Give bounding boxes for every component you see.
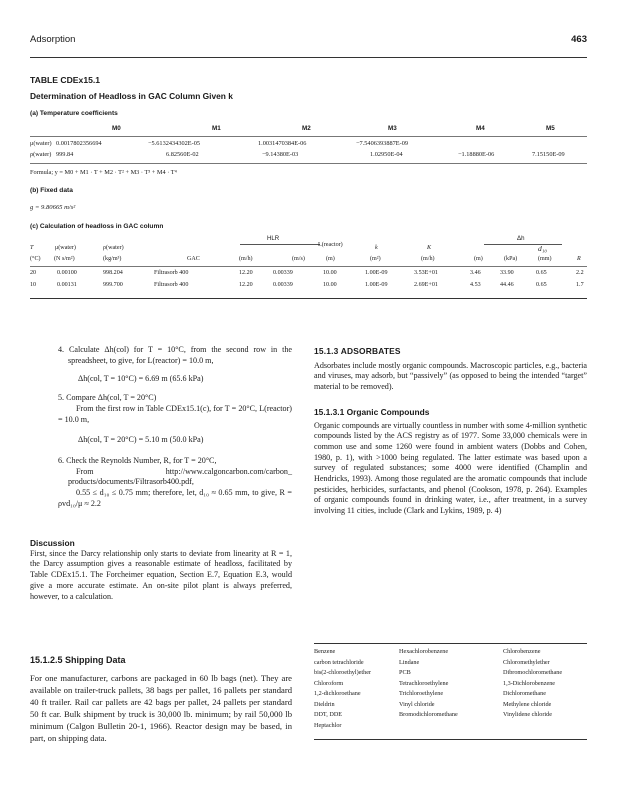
compound-item: Vinylidene chloride bbox=[503, 711, 552, 718]
coef-col-m0: M0 bbox=[112, 125, 121, 132]
cell: Filtrasorb 400 bbox=[154, 282, 189, 288]
shipping-text: For one manufacturer, carbons are packaged in 60 lb bags (net). They are available on trailer-truck pallets, 38 bags per pallet, 16 pallets per standard 40 ft trailer. Rail car pallets are 42 bags per pallet, 24 pallets per standard 50 ft car. Bulk shipment by truck is 30,000 lb. minimum; by rail 50,000 lb minimum (Calgon Bulletin 20-1, 1966). Reactor design may be based, in part, on shipping data. bbox=[30, 672, 292, 744]
col-head: L(reactor) bbox=[318, 242, 343, 248]
page-number: 463 bbox=[571, 34, 587, 45]
equation-4: Δh(col, T = 10°C) = 6.69 m (65.6 kPa) bbox=[78, 374, 204, 384]
gravity-value: g = 9.80665 m/s² bbox=[30, 204, 76, 211]
compound-item: 1,3-Dichlorobenzene bbox=[503, 679, 556, 687]
table-c-heading: (c) Calculation of headloss in GAC column bbox=[30, 223, 164, 230]
cell: 999.700 bbox=[103, 282, 123, 288]
coef-cell: 999.84 bbox=[56, 151, 74, 158]
coef-col-m4: M4 bbox=[476, 125, 485, 132]
step-6: 6. Check the Reynolds Number, R, for T = 20°C, bbox=[58, 455, 217, 465]
coef-col-m3: M3 bbox=[388, 125, 397, 132]
table-a-heading: (a) Temperature coefficients bbox=[30, 110, 118, 117]
cell: 12.20 bbox=[239, 270, 253, 276]
coef-cell: 1.0031470384E-06 bbox=[258, 140, 307, 147]
head-rule bbox=[30, 266, 587, 267]
cell: 2.2 bbox=[576, 270, 584, 276]
compound-item: Vinyl chloride bbox=[399, 700, 435, 708]
coef-cell: −9.14380E-03 bbox=[262, 151, 299, 158]
header-rule bbox=[30, 57, 587, 58]
cell: 10 bbox=[30, 282, 37, 288]
group-dh-line bbox=[484, 244, 562, 245]
subsection-title: 15.1.3.1 Organic Compounds bbox=[314, 406, 430, 417]
compound-item: Dieldrin bbox=[314, 700, 335, 708]
coef-row-label: ρ(water) bbox=[30, 151, 52, 158]
cell: 3.53E+01 bbox=[414, 270, 438, 276]
table-b-heading: (b) Fixed data bbox=[30, 187, 73, 194]
coef-cell: 1.02950E-04 bbox=[370, 151, 403, 158]
coef-col-m1: M1 bbox=[212, 125, 221, 132]
compound-item: Tetrachloroethylene bbox=[399, 679, 449, 687]
cell: 4.53 bbox=[470, 282, 481, 288]
cell: 0.65 bbox=[536, 270, 547, 276]
cell: 0.00339 bbox=[273, 270, 293, 276]
coef-row-label: μ(water) bbox=[30, 140, 52, 147]
headloss-table bbox=[30, 235, 587, 297]
discussion-title: Discussion bbox=[30, 538, 75, 548]
coef-cell: −7.5406393887E-09 bbox=[356, 140, 408, 147]
compound-item: 1,2-dichloroethane bbox=[314, 690, 361, 697]
compound-item: Chloromethylether bbox=[503, 658, 550, 666]
cell: 3.46 bbox=[470, 270, 481, 276]
compound-item: Dichloromethane bbox=[503, 690, 546, 697]
compound-item: DDT, DDE bbox=[314, 711, 343, 718]
coef-cell: 0.0017802356694 bbox=[56, 140, 102, 147]
col-head: μ(water) bbox=[55, 245, 76, 251]
group-dh: Δh bbox=[517, 235, 525, 242]
col-head: d₁₀ bbox=[538, 244, 547, 253]
group-hlr: HLR bbox=[267, 235, 280, 242]
right-column bbox=[314, 346, 587, 517]
formula: Formula; y = M0 + M1 · T + M2 · T² + M3 · T³ + M4 · T⁴ bbox=[30, 169, 177, 176]
cell: Filtrasorb 400 bbox=[154, 270, 189, 276]
compound-item: bis(2-chloroethyl)ether bbox=[314, 669, 372, 676]
coef-rule bbox=[30, 136, 587, 137]
cell: 10.00 bbox=[323, 282, 337, 288]
table-title: TABLE CDEx15.1 bbox=[30, 75, 101, 85]
compound-item: carbon tetrachloride bbox=[314, 658, 364, 666]
col-unit: (m) bbox=[474, 256, 483, 262]
col-unit: (°C) bbox=[30, 256, 41, 262]
col-unit: GAC bbox=[187, 256, 200, 262]
compound-item: Lindane bbox=[399, 658, 420, 666]
compound-item: Heptachlor bbox=[314, 721, 342, 729]
compound-item: Chloroform bbox=[314, 679, 344, 687]
cell: 10.00 bbox=[323, 270, 337, 276]
compounds-rule-bottom bbox=[314, 739, 587, 740]
step-6-result: 0.55 ≤ d₁₀ ≤ 0.75 mm; therefore, let, d₁₀ ≈ 0.65 mm, to give, R = ρvd₁₀/μ ≈ 2.2 bbox=[58, 488, 292, 508]
equation-5: Δh(col, T = 20°C) = 5.10 m (50.0 kPa) bbox=[78, 435, 204, 445]
col-head: T bbox=[30, 245, 34, 251]
cell: 33.90 bbox=[500, 270, 514, 276]
left-steps bbox=[58, 345, 292, 509]
discussion bbox=[30, 538, 292, 602]
step-5: 5. Compare Δh(col, T = 20°C) bbox=[58, 393, 157, 403]
compound-item: Methylene chloride bbox=[503, 700, 552, 708]
compounds-col-1 bbox=[314, 647, 371, 731]
compounds-col-2 bbox=[399, 647, 458, 721]
coef-cell: −5.6132434302E-05 bbox=[148, 140, 200, 147]
coef-rule-bottom bbox=[30, 163, 587, 164]
col-unit: (m²) bbox=[370, 256, 381, 262]
col-unit: (m) bbox=[326, 256, 335, 262]
compounds-rule-top bbox=[314, 643, 587, 644]
col-head: K bbox=[427, 245, 432, 251]
coef-cell: −1.18880E-06 bbox=[458, 151, 495, 158]
cell: 0.00100 bbox=[57, 270, 77, 276]
cell: 1.00E-09 bbox=[365, 282, 388, 288]
cell: 998.204 bbox=[103, 270, 123, 276]
cell: 12.20 bbox=[239, 282, 253, 288]
cell: 0.65 bbox=[536, 282, 547, 288]
section-title: 15.1.3 ADSORBATES bbox=[314, 346, 401, 356]
group-hlr-line bbox=[240, 244, 320, 245]
col-unit: (kPa) bbox=[504, 256, 518, 262]
discussion-text: First, since the Darcy relationship only starts to deviate from linearity at R = 1, the Darcy assumption gives a reasonable estimate of headloss, facilitated by Table CDEx15.1. The Forcheimer equation, Section E.7, Equation E.3, would give a more accurate estimate. An on-site pilot plant is always preferred, however, to a calculation. bbox=[30, 548, 292, 601]
compound-item: Bromodichloromethane bbox=[399, 711, 458, 718]
compound-item: Hexachlorobenzene bbox=[399, 648, 449, 655]
subsection-text: Organic compounds are virtually countless in number with some 4-million synthetic compounds listed by the ACS registry as of 1977. Some 33,000 chemicals were in common use and some 1260 were found in ambient waters (Dobbs and Cohen, 1980, p. 1), with >1000 being regulated. The latter estimate was based upon a survey of regulated substances; some 4000 were identified (Champlin and Hendricks, 1993). Among those regulated are the aromatic compounds that include pesticides, herbicides, surfactants, and phenol (Cookson, 1978, p. 264). Examples of organic compounds found in drinking water, i.e., after treatment, in a survey involving 11 cities, include (Clark and Lykins, 1989, p. 4) bbox=[314, 420, 587, 516]
table-caption: Determination of Headloss in GAC Column Given k bbox=[30, 91, 233, 101]
cell: 20 bbox=[30, 270, 37, 276]
col-unit: (m/s) bbox=[292, 256, 305, 262]
step-5-detail: From the first row in Table CDEx15.1(c), for T = 20°C, L(reactor) = 10.0 m, bbox=[58, 403, 292, 424]
cell: 44.46 bbox=[500, 282, 514, 288]
coef-cell: 6.82560E-02 bbox=[166, 151, 199, 158]
cell: 0.00339 bbox=[273, 282, 293, 288]
compound-item: Benzene bbox=[314, 648, 336, 655]
col-head: k bbox=[375, 245, 378, 251]
cell: 1.7 bbox=[576, 282, 584, 288]
coef-rows bbox=[30, 140, 587, 170]
compounds-table bbox=[314, 647, 587, 739]
compound-item: Chlorobenzene bbox=[503, 648, 541, 655]
step-6-source: From http://www.calgoncarbon.com/carbon_ products/documents/Filtrasorb400.pdf, bbox=[68, 466, 292, 487]
step-4: 4. Calculate Δh(col) for T = 10°C, from the second row in the spreadsheet, to give, for L(reactor) = 10.0 m, bbox=[58, 345, 292, 365]
coef-col-m2: M2 bbox=[302, 125, 311, 132]
col-unit: (m/h) bbox=[239, 256, 253, 262]
shipping-section bbox=[30, 655, 292, 744]
coef-col-m5: M5 bbox=[546, 125, 555, 132]
cell: 1.00E-09 bbox=[365, 270, 388, 276]
cell: 2.69E+01 bbox=[414, 282, 438, 288]
compound-item: Trichloroethylene bbox=[399, 690, 444, 697]
col-unit: R bbox=[577, 256, 581, 262]
compounds-col-3 bbox=[503, 647, 562, 721]
col-unit: (mm) bbox=[538, 256, 552, 262]
col-unit: (N s/m²) bbox=[54, 256, 75, 262]
table-end-rule bbox=[30, 298, 587, 299]
shipping-title: 15.1.2.5 Shipping Data bbox=[30, 655, 126, 665]
cell: 0.00131 bbox=[57, 282, 77, 288]
running-header: Adsorption bbox=[30, 34, 76, 45]
coef-cell: 7.15150E-09 bbox=[532, 151, 565, 158]
section-text: Adsorbates include mostly organic compounds. Macroscopic particles, e.g., bacteria and viruses, may adsorb, but “passively” (as opposed to being the intended “target” material to be removed). bbox=[314, 360, 587, 392]
compound-item: Dibromochloromethane bbox=[503, 669, 563, 676]
compound-item: PCB bbox=[399, 669, 411, 676]
col-unit: (kg/m³) bbox=[103, 256, 122, 262]
col-head: ρ(water) bbox=[103, 245, 124, 251]
col-unit: (m/h) bbox=[421, 256, 435, 262]
